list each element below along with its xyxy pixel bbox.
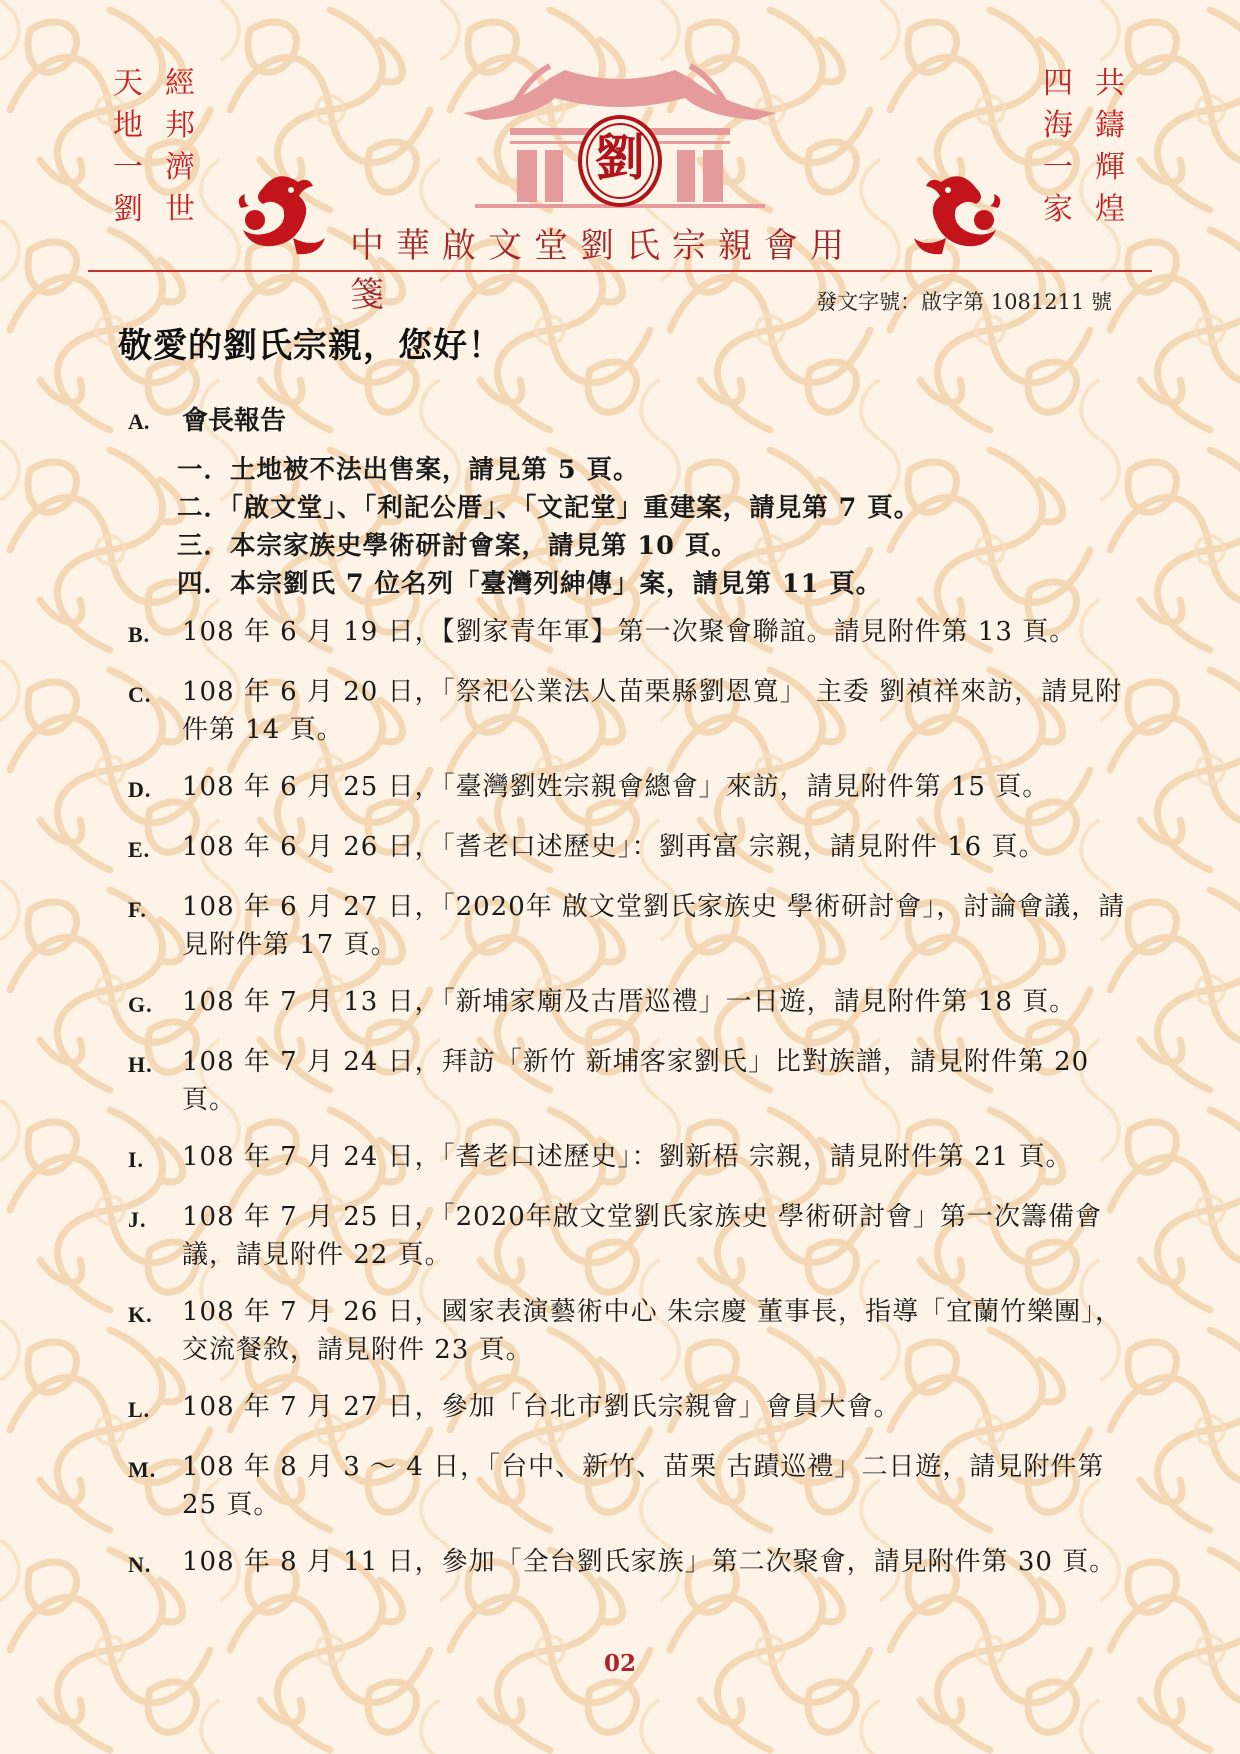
item-text: 108 年 8 月 11 日，參加「全台劉氏家族」第二次聚會，請見附件第 30 頁。 — [182, 1547, 1117, 1577]
dragon-icon — [233, 168, 333, 263]
list-item — [128, 828, 1128, 869]
list-item — [128, 1043, 1128, 1119]
letter-body — [128, 400, 1128, 1584]
couplet-char: 輝 — [1095, 150, 1125, 185]
item-text: 108 年 6 月 20 日，「祭祀公業法人苗栗縣劉恩寬」 主委 劉禎祥來訪，請見附件第 14 頁。 — [182, 677, 1123, 745]
section-a-header — [128, 400, 1128, 437]
couplet-char: 煌 — [1095, 192, 1125, 227]
list-item — [128, 1293, 1128, 1369]
item-text: 108 年 7 月 25 日，「2020年啟文堂劉氏家族史 學術研討會」第一次籌備會議，請見附件 22 頁。 — [182, 1202, 1103, 1270]
report-subitem: 二．「啟文堂」、「利記公厝」、「文記堂」重建案，請見第 7 頁。 — [177, 493, 921, 523]
left-couplet — [112, 66, 196, 228]
item-text: 108 年 7 月 27 日，參加「台北市劉氏宗親會」會員大會。 — [182, 1392, 901, 1422]
list-item — [128, 1543, 1128, 1584]
couplet-char: 天 — [113, 66, 143, 101]
item-marker: G. — [128, 992, 153, 1017]
item-text: 108 年 8 月 3 ～ 4 日，「台中、新竹、苗栗 古蹟巡禮」二日遊，請見附件第 25 頁。 — [182, 1452, 1105, 1520]
item-marker: D. — [128, 777, 152, 802]
item-text: 108 年 7 月 24 日，「耆老口述歷史」：劉新梧 宗親，請見附件第 21 頁。 — [182, 1142, 1073, 1172]
report-subitem: 三．本宗家族史學術研討會案，請見第 10 頁。 — [177, 531, 738, 561]
item-marker: J. — [128, 1207, 147, 1232]
list-item — [128, 613, 1128, 654]
section-title: 會長報告 — [182, 406, 287, 436]
couplet-char: 劉 — [113, 192, 143, 227]
seal-character: 劉 — [595, 128, 645, 187]
list-item — [128, 1388, 1128, 1429]
header-divider — [88, 270, 1152, 272]
couplet-char: 世 — [165, 192, 195, 227]
list-item — [128, 1138, 1128, 1179]
item-marker: F. — [128, 897, 147, 922]
letterhead-title: 中華啟文堂劉氏宗親會用箋 — [350, 226, 856, 315]
couplet-char: 邦 — [165, 108, 195, 143]
couplet-column — [164, 66, 196, 228]
report-subitem: 一．土地被不法出售案，請見第 5 頁。 — [177, 455, 640, 485]
item-marker: C. — [128, 682, 152, 707]
couplet-column — [112, 66, 144, 228]
list-item — [128, 983, 1128, 1024]
couplet-char: 家 — [1043, 192, 1073, 227]
document-number: 發文字號：啟字第 1081211 號 — [816, 290, 1112, 314]
couplet-char: 地 — [113, 108, 143, 143]
couplet-char: 海 — [1043, 108, 1073, 143]
list-item — [128, 1448, 1128, 1524]
couplet-char: 經 — [165, 66, 195, 101]
item-marker: L. — [128, 1397, 151, 1422]
couplet-char: 濟 — [165, 150, 195, 185]
couplet-column — [1042, 66, 1074, 228]
item-text: 108 年 6 月 27 日，「2020年 啟文堂劉氏家族史 學術研討會」，討論會議，請見附件第 17 頁。 — [182, 892, 1126, 960]
item-text: 108 年 7 月 26 日，國家表演藝術中心 朱宗慶 董事長，指導「宜蘭竹樂團」，交流餐敘，請見附件 23 頁。 — [182, 1297, 1123, 1365]
dragon-icon — [906, 168, 1006, 263]
couplet-char: 一 — [113, 150, 143, 185]
item-marker: M. — [128, 1457, 157, 1482]
item-marker: H. — [128, 1052, 153, 1077]
couplet-column — [1094, 66, 1126, 228]
list-item — [128, 1198, 1128, 1274]
page-number: 02 — [603, 1650, 636, 1677]
item-text: 108 年 6 月 19 日，【劉家青年軍】第一次聚會聯誼。請見附件第 13 頁。 — [182, 617, 1077, 647]
item-text: 108 年 6 月 26 日，「耆老口述歷史」：劉再富 宗親，請見附件 16 頁。 — [182, 832, 1046, 862]
list-item — [128, 888, 1128, 964]
couplet-char: 共 — [1095, 66, 1125, 101]
right-couplet — [1042, 66, 1126, 228]
list-item — [128, 673, 1128, 749]
item-marker: K. — [128, 1302, 153, 1327]
item-marker: E. — [128, 837, 151, 862]
list-item — [128, 768, 1128, 809]
item-marker: A. — [128, 409, 150, 434]
item-marker: I. — [128, 1147, 145, 1172]
report-subitem: 四．本宗劉氏 7 位名列「臺灣列紳傳」案，請見第 11 頁。 — [177, 569, 883, 599]
item-text: 108 年 7 月 13 日，「新埔家廟及古厝巡禮」一日遊，請見附件第 18 頁。 — [182, 987, 1077, 1017]
item-marker: B. — [128, 622, 151, 647]
item-marker: N. — [128, 1552, 152, 1577]
couplet-char: 鑄 — [1095, 108, 1125, 143]
item-text: 108 年 7 月 24 日，拜訪「新竹 新埔客家劉氏」比對族譜，請見附件第 20 頁。 — [182, 1047, 1090, 1115]
greeting: 敬愛的劉氏宗親，您好！ — [118, 326, 503, 366]
item-text: 108 年 6 月 25 日，「臺灣劉姓宗親會總會」來訪，請見附件第 15 頁。 — [182, 772, 1050, 802]
couplet-char: 一 — [1043, 150, 1073, 185]
couplet-char: 四 — [1043, 66, 1073, 101]
